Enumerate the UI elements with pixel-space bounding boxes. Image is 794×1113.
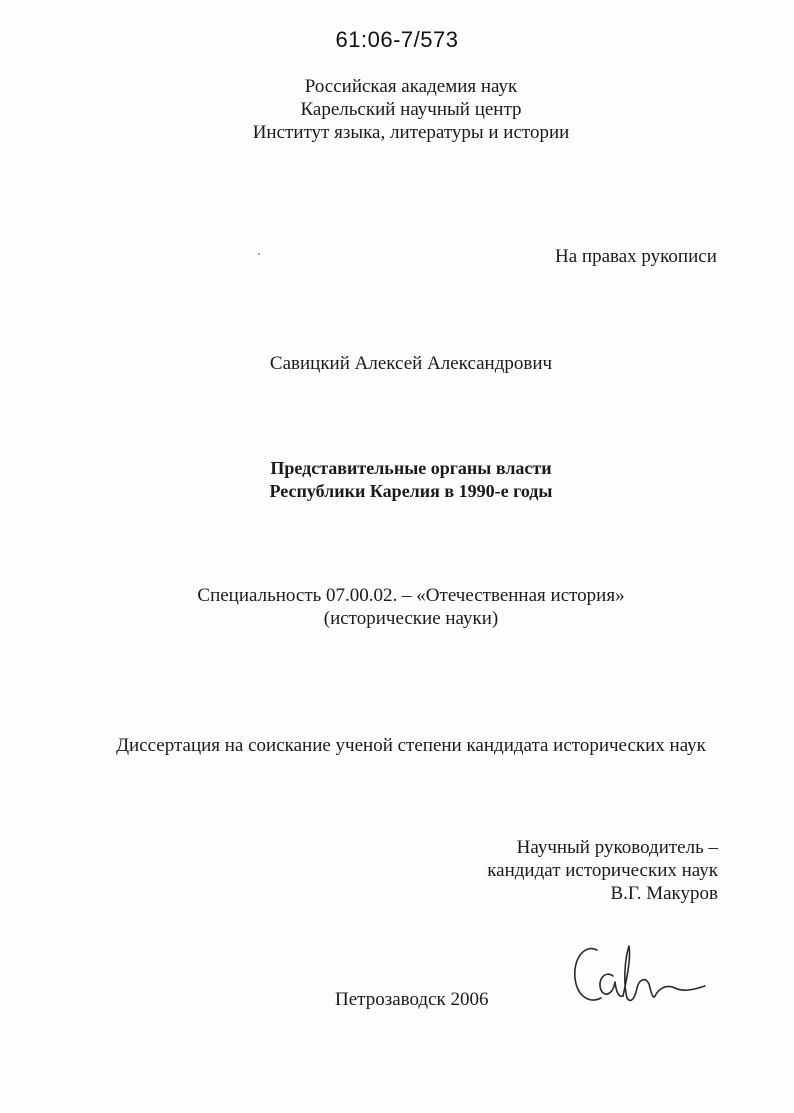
organization-block xyxy=(0,75,794,144)
handwritten-signature-icon xyxy=(565,938,715,1028)
advisor-line: кандидат исторических наук xyxy=(487,860,718,881)
speciality-line: (исторические науки) xyxy=(323,608,499,629)
organization-line: Карельский научный центр xyxy=(300,99,522,120)
author-name: Савицкий Алексей Александрович xyxy=(269,353,553,374)
dissertation-type: Диссертация на соискание ученой степени кандидата исторических наук xyxy=(116,735,706,756)
advisor-line: Научный руководитель – xyxy=(516,837,718,858)
advisor-line: В.Г. Макуров xyxy=(610,883,718,904)
dissertation-title xyxy=(0,457,794,503)
speciality-line: Специальность 07.00.02. – «Отечественная история» xyxy=(197,585,625,606)
manuscript-rights-note: На правах рукописи xyxy=(555,246,717,267)
organization-line: Российская академия наук xyxy=(304,76,518,97)
title-line: Республики Карелия в 1990-е годы xyxy=(269,481,553,501)
city-year: Петрозаводск 2006 xyxy=(335,989,489,1010)
scan-speck xyxy=(258,253,260,255)
title-line: Представительные органы власти xyxy=(270,458,552,478)
advisor-block xyxy=(487,836,718,905)
speciality-block xyxy=(0,584,794,630)
signature-strokes xyxy=(575,946,705,1000)
archive-code: 61:06-7/573 xyxy=(335,27,459,52)
organization-line: Институт языка, литературы и истории xyxy=(252,122,570,143)
